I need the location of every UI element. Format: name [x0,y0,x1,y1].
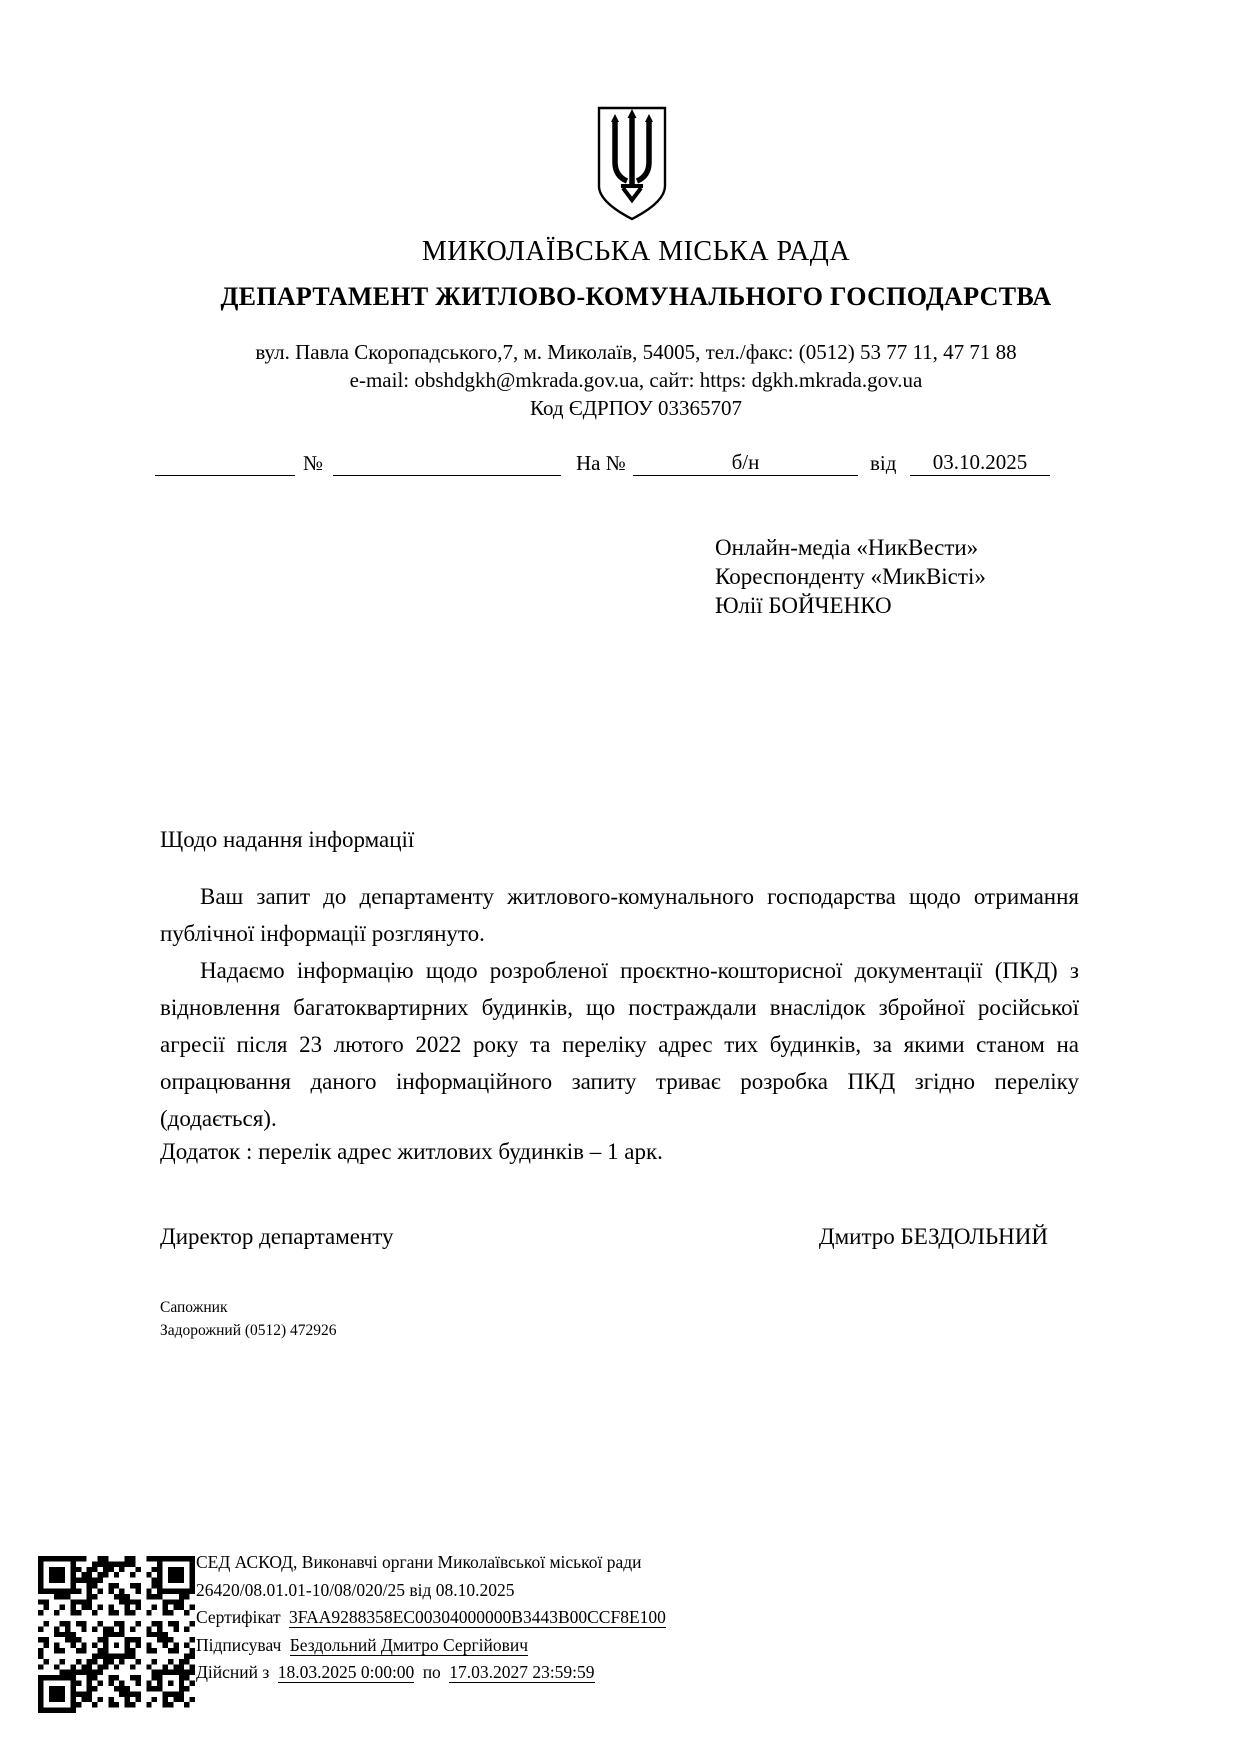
reply-number-value: б/н [633,450,858,476]
stamp-signer-value: Бездольний Дмитро Сергійович [289,1634,529,1655]
number-label: № [303,451,324,475]
body-paragraph-2: Надаємо інформацію щодо розробленої проєктно-кошторисної документації (ПКД) з відновлення багатоквартирних будинків, що постраждали внаслідок збройної російської агресії після 23 лютого 2022 року та переліку адрес тих будинків, за якими станом на опрацювання даного інформаційного запиту триває розробка ПКД згідно переліку (додається). [160,958,1079,1131]
certificate-label: Сертифікат [196,1607,281,1627]
executor-name: Сапожник [160,1299,228,1316]
contact-line: e-mail: obshdgkh@mkrada.gov.ua, сайт: https: dgkh.mkrada.gov.ua [349,368,923,392]
recipient-media: Онлайн-медіа «НикВести» [715,535,979,560]
body-paragraph-1: Ваш запит до департаменту житлового-комунального господарства щодо отримання публічної інформації розглянуто. [160,884,1079,946]
validity-to: 17.03.2027 23:59:59 [449,1662,595,1682]
digital-stamp-block [196,1549,916,1687]
validity-from: 18.03.2025 0:00:00 [277,1662,415,1682]
certificate-value: 3FAA9288358EC00304000000B3443B00CCF8E100 [288,1607,666,1627]
ukraine-trident-emblem [597,106,667,222]
stamp-system-line: СЕД АСКОД, Виконавчі органи Миколаївської міської ради [196,1552,642,1572]
trident-icon [597,106,667,222]
reply-number-label: На № [576,451,626,475]
subject-line: Щодо надання інформації [160,827,415,852]
recipient-name: Юлії БОЙЧЕНКО [715,593,892,618]
stamp-doc-number: 26420/08.01.01-10/08/020/25 від 08.10.2025 [196,1579,515,1600]
edrpou-code: Код ЄДРПОУ 03365707 [530,396,742,420]
executor-block [160,1296,337,1342]
attachment-line: Додаток : перелік адрес житлових будинків – 1 арк. [160,1139,663,1164]
stamp-certificate-line [196,1604,916,1632]
outgoing-number-blank [333,450,561,476]
stamp-signer-label: Підписувач [196,1634,282,1655]
executor-phone: Задорожний (0512) 472926 [160,1322,337,1339]
stamp-signer-line [196,1632,916,1660]
validity-label: Дійсний з [196,1662,270,1682]
validity-mid-label: по [422,1662,441,1682]
department-name: ДЕПАРТАМЕНТ ЖИТЛОВО-КОМУНАЛЬНОГО ГОСПОДАРСТВА [220,282,1052,311]
qr-code [38,1556,195,1713]
letter-body [160,878,1079,1137]
council-name: МИКОЛАЇВСЬКА МІСЬКА РАДА [421,236,851,267]
date-label: від [870,451,897,475]
qr-code-icon [38,1556,195,1713]
recipient-block [715,533,1075,620]
outgoing-date-blank [155,450,295,476]
signer-name: Дмитро БЕЗДОЛЬНИЙ [818,1224,1048,1249]
recipient-role: Кореспонденту «МикВісті» [715,564,986,589]
stamp-validity-line [196,1659,916,1687]
signer-position: Директор департаменту [160,1224,394,1249]
date-value: 03.10.2025 [910,450,1050,476]
postal-address: вул. Павла Скоропадського,7, м. Миколаїв, 54005, тел./факс: (0512) 53 77 11, 47 71 88 [255,340,1017,364]
reference-line [155,446,1085,478]
